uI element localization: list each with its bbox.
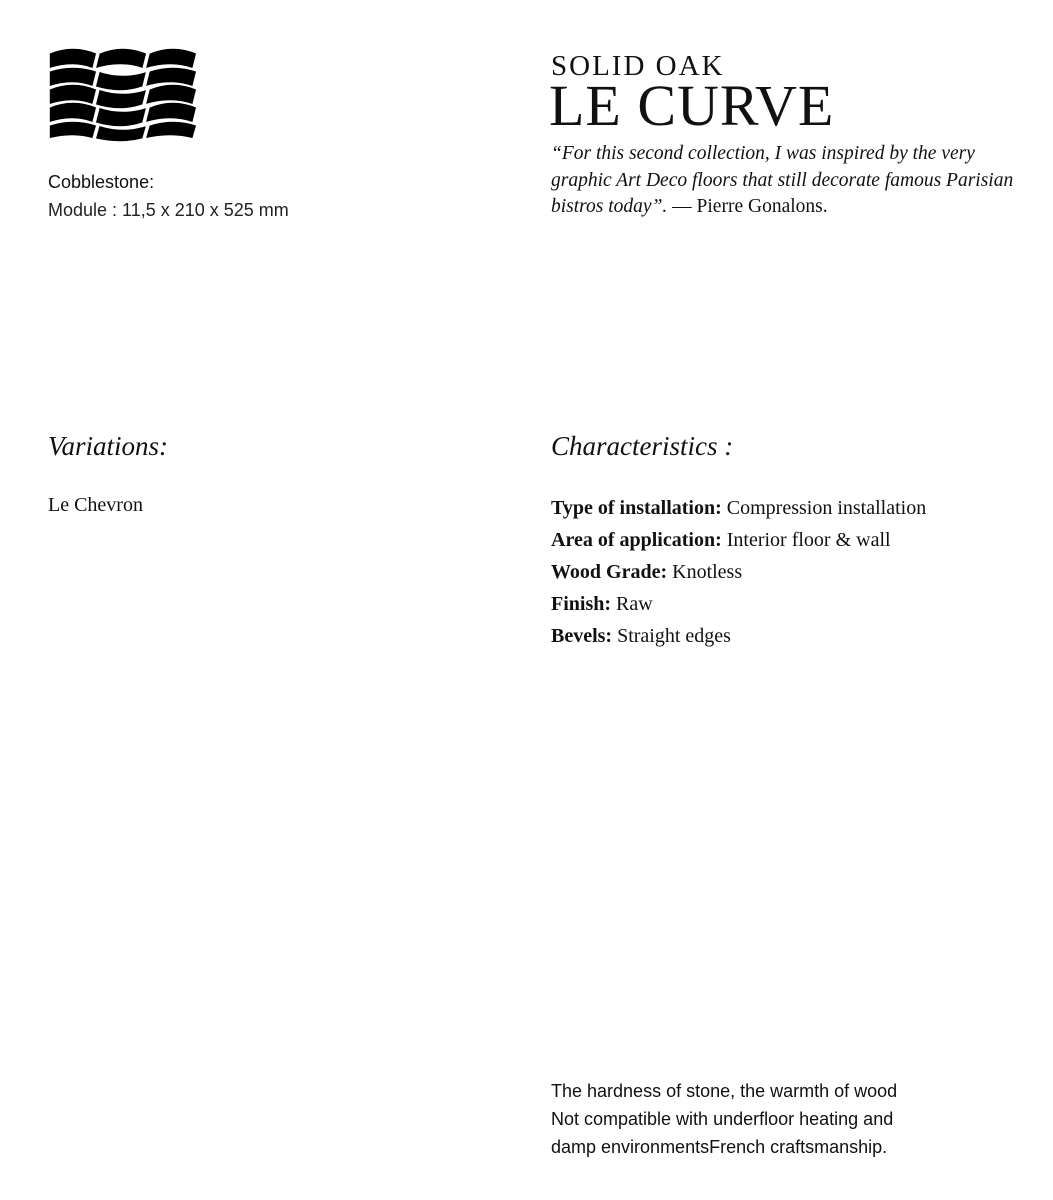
characteristic-value: Raw [611, 593, 653, 615]
characteristic-installation [551, 492, 926, 524]
product-notes [551, 1077, 931, 1161]
page-title: LE CURVE [549, 73, 835, 138]
characteristic-label: Finish: [551, 593, 612, 615]
characteristic-value: Interior floor & wall [721, 529, 891, 551]
pattern-name: Cobblestone: [48, 172, 155, 192]
characteristic-application [551, 524, 926, 556]
characteristics-heading: Characteristics : [551, 431, 734, 461]
note-line: The hardness of stone, the warmth of wood [551, 1081, 898, 1101]
module-dimensions: Module : 11,5 x 210 x 525 mm [48, 200, 289, 220]
characteristic-value: Knotless [667, 561, 743, 583]
characteristic-label: Wood Grade: [551, 561, 668, 583]
characteristic-label: Bevels: [551, 625, 613, 647]
note-line: damp environmentsFrench craftsmanship. [551, 1137, 888, 1157]
characteristics-list [551, 492, 926, 652]
characteristic-bevels [551, 620, 926, 652]
collection-subtitle: SOLID OAK [551, 50, 725, 82]
note-line: Not compatible with underfloor heating and [551, 1109, 894, 1129]
characteristic-label: Area of application: [551, 529, 722, 551]
quote-author: — Pierre Gonalons. [667, 196, 828, 217]
quote-text: “For this second collection, I was inspired by the very graphic Art Deco floors that still decorate famous Parisian bistros today”. [551, 143, 1014, 217]
curved-tile-pattern-icon [47, 47, 197, 143]
characteristic-finish [551, 588, 926, 620]
characteristic-label: Type of installation: [551, 497, 722, 519]
characteristic-value: Compression installation [721, 497, 927, 519]
characteristic-wood-grade [551, 556, 926, 588]
variation-item: Le Chevron [48, 494, 143, 516]
designer-quote [551, 141, 1021, 221]
characteristic-value: Straight edges [612, 625, 731, 647]
variations-heading: Variations: [48, 431, 169, 461]
